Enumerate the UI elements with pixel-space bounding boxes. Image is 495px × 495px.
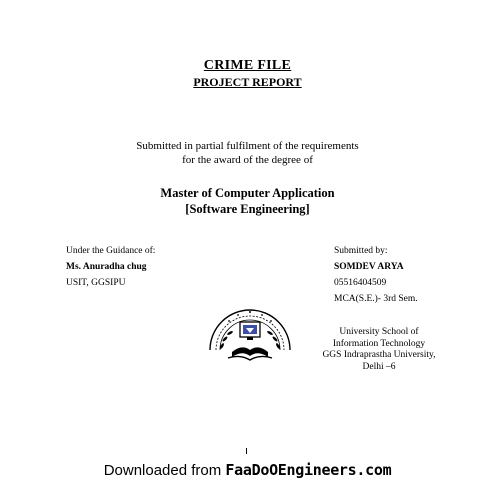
student-roll-number: 05516404509 (334, 278, 387, 288)
student-program: MCA(S.E.)- 3rd Sem. (334, 294, 418, 304)
degree-block (0, 185, 495, 217)
submission-statement (0, 139, 495, 167)
submitted-by-block (334, 243, 418, 307)
page-subtitle: PROJECT REPORT (193, 75, 302, 89)
student-name: SOMDEV ARYA (334, 262, 404, 272)
guide-affiliation: USIT, GGSIPU (66, 278, 126, 288)
university-line-3: GGS Indraprastha University, (322, 350, 436, 360)
page-title: CRIME FILE (203, 58, 292, 73)
footer-brand: FaaDoOEngineers.com (225, 461, 392, 479)
university-line-4: Delhi –6 (362, 361, 396, 372)
submission-line-2: for the award of the degree of (182, 154, 313, 166)
page-marker (246, 448, 247, 454)
university-seal-icon (202, 302, 298, 372)
submitted-by-label: Submitted by: (334, 246, 388, 256)
university-line-2: Information Technology (332, 338, 426, 349)
submission-line-1: Submitted in partial fulfilment of the requirements (136, 140, 359, 152)
guidance-block (66, 243, 155, 291)
degree-name: Master of Computer Application (160, 186, 335, 200)
degree-specialization: [Software Engineering] (185, 202, 310, 216)
guidance-label: Under the Guidance of: (66, 246, 156, 256)
guide-name: Ms. Anuradha chug (66, 262, 147, 272)
footer-watermark (0, 461, 495, 479)
footer-prefix: Downloaded from (103, 462, 226, 479)
university-line-1: University School of (339, 327, 419, 337)
university-address (309, 327, 449, 373)
